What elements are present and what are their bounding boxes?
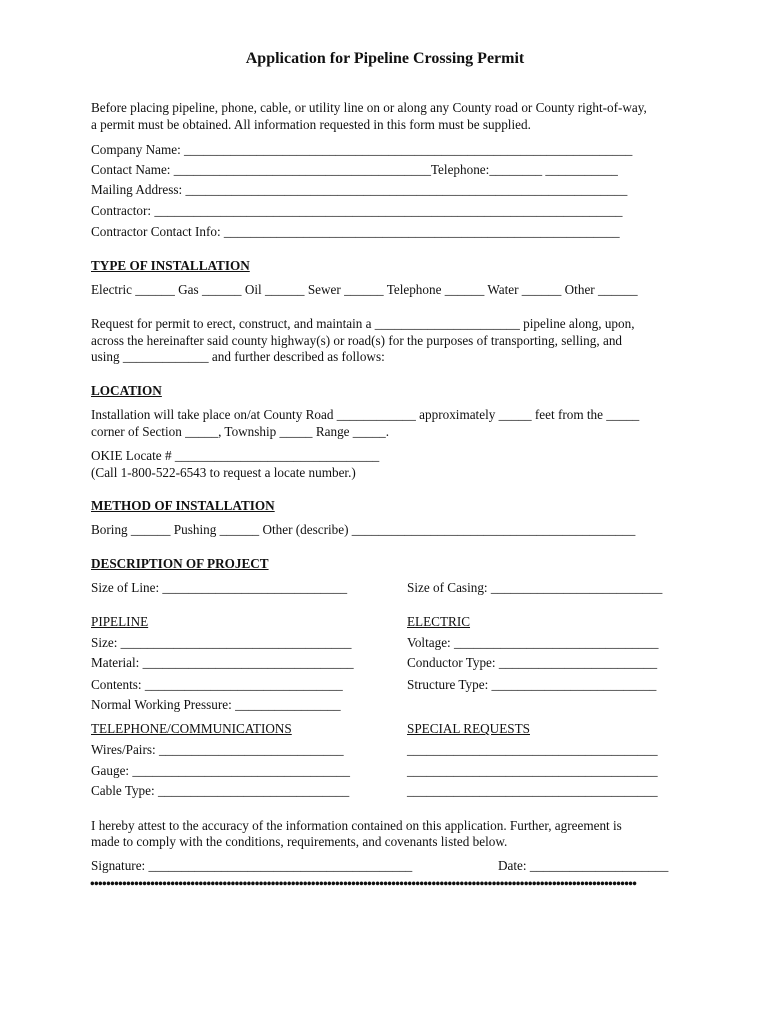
company-name-field[interactable]: Company Name: ____________________________________________________________________: [91, 142, 633, 157]
location-heading: LOCATION: [91, 383, 162, 398]
telephone-wires-field[interactable]: Wires/Pairs: ____________________________: [91, 742, 344, 757]
telephone-gauge-field[interactable]: Gauge: _________________________________: [91, 763, 350, 778]
date-field[interactable]: Date: _____________________: [498, 858, 669, 873]
intro-line-2: a permit must be obtained. All information requested in this form must be supplied.: [91, 117, 531, 132]
electric-conductor-field[interactable]: Conductor Type: ________________________: [407, 655, 658, 670]
dotted-separator: ••••••••••••••••••••••••••••••••••••••••••••••••••••••••••••••••••••••••••••••••••••••••••••••••••••••••••••••••••••••••••••••••••••••••: [90, 880, 637, 888]
size-of-line-field[interactable]: Size of Line: ____________________________: [91, 580, 348, 595]
request-line-1: Request for permit to erect, construct, and maintain a ______________________ pipeline along, upon,: [91, 316, 635, 331]
pipeline-size-field[interactable]: Size: ___________________________________: [91, 635, 352, 650]
size-of-casing-field[interactable]: Size of Casing: __________________________: [407, 580, 663, 595]
installation-type-heading: TYPE OF INSTALLATION: [91, 258, 250, 273]
okie-call-note: (Call 1-800-522-6543 to request a locate number.): [91, 465, 356, 480]
pipeline-material-field[interactable]: Material: ________________________________: [91, 655, 354, 670]
attest-line-2: made to comply with the conditions, requirements, and covenants listed below.: [91, 834, 508, 849]
method-heading: METHOD OF INSTALLATION: [91, 498, 275, 513]
okie-locate-field[interactable]: OKIE Locate # _______________________________: [91, 448, 380, 463]
method-fields[interactable]: Boring ______ Pushing ______ Other (describe) ___________________________________________: [91, 522, 636, 537]
signature-field[interactable]: Signature: ________________________________________: [91, 858, 413, 873]
electric-structure-field[interactable]: Structure Type: _________________________: [407, 677, 657, 692]
installation-type-fields[interactable]: Electric ______ Gas ______ Oil ______ Sewer ______ Telephone ______ Water ______ Other ______: [91, 282, 638, 297]
intro-line-1: Before placing pipeline, phone, cable, or utility line on or along any County road or County right-of-way,: [91, 100, 647, 115]
contractor-field[interactable]: Contractor: _______________________________________________________________________: [91, 203, 623, 218]
location-line-2[interactable]: corner of Section _____, Township _____ Range _____.: [91, 424, 390, 439]
mailing-address-field[interactable]: Mailing Address: ___________________________________________________________________: [91, 182, 628, 197]
telephone-cable-field[interactable]: Cable Type: _____________________________: [91, 783, 350, 798]
description-heading: DESCRIPTION OF PROJECT: [91, 556, 269, 571]
request-line-2: across the hereinafter said county highway(s) or road(s) for the purposes of transporting, selling, and: [91, 333, 623, 348]
contractor-contact-field[interactable]: Contractor Contact Info: ____________________________________________________________: [91, 224, 620, 239]
special-request-line-1[interactable]: ______________________________________: [407, 742, 658, 757]
special-request-line-2[interactable]: ______________________________________: [407, 763, 658, 778]
special-requests-heading: SPECIAL REQUESTS: [407, 721, 530, 736]
pipeline-pressure-field[interactable]: Normal Working Pressure: ________________: [91, 697, 341, 712]
location-line-1[interactable]: Installation will take place on/at County Road ____________ approximately _____ feet from the _____: [91, 407, 640, 422]
telephone-heading: TELEPHONE/COMMUNICATIONS: [91, 721, 292, 736]
attest-line-1: I hereby attest to the accuracy of the information contained on this application. Further, agreement is: [91, 818, 622, 833]
form-title: Application for Pipeline Crossing Permit: [245, 50, 525, 67]
electric-heading: ELECTRIC: [407, 614, 471, 629]
pipeline-contents-field[interactable]: Contents: ______________________________: [91, 677, 343, 692]
contact-name-field[interactable]: Contact Name: _______________________________________Telephone:________ ___________: [91, 162, 618, 177]
request-line-3: using _____________ and further described as follows:: [91, 349, 385, 364]
electric-voltage-field[interactable]: Voltage: _______________________________: [407, 635, 659, 650]
pipeline-heading: PIPELINE: [91, 614, 149, 629]
special-request-line-3[interactable]: ______________________________________: [407, 783, 658, 798]
